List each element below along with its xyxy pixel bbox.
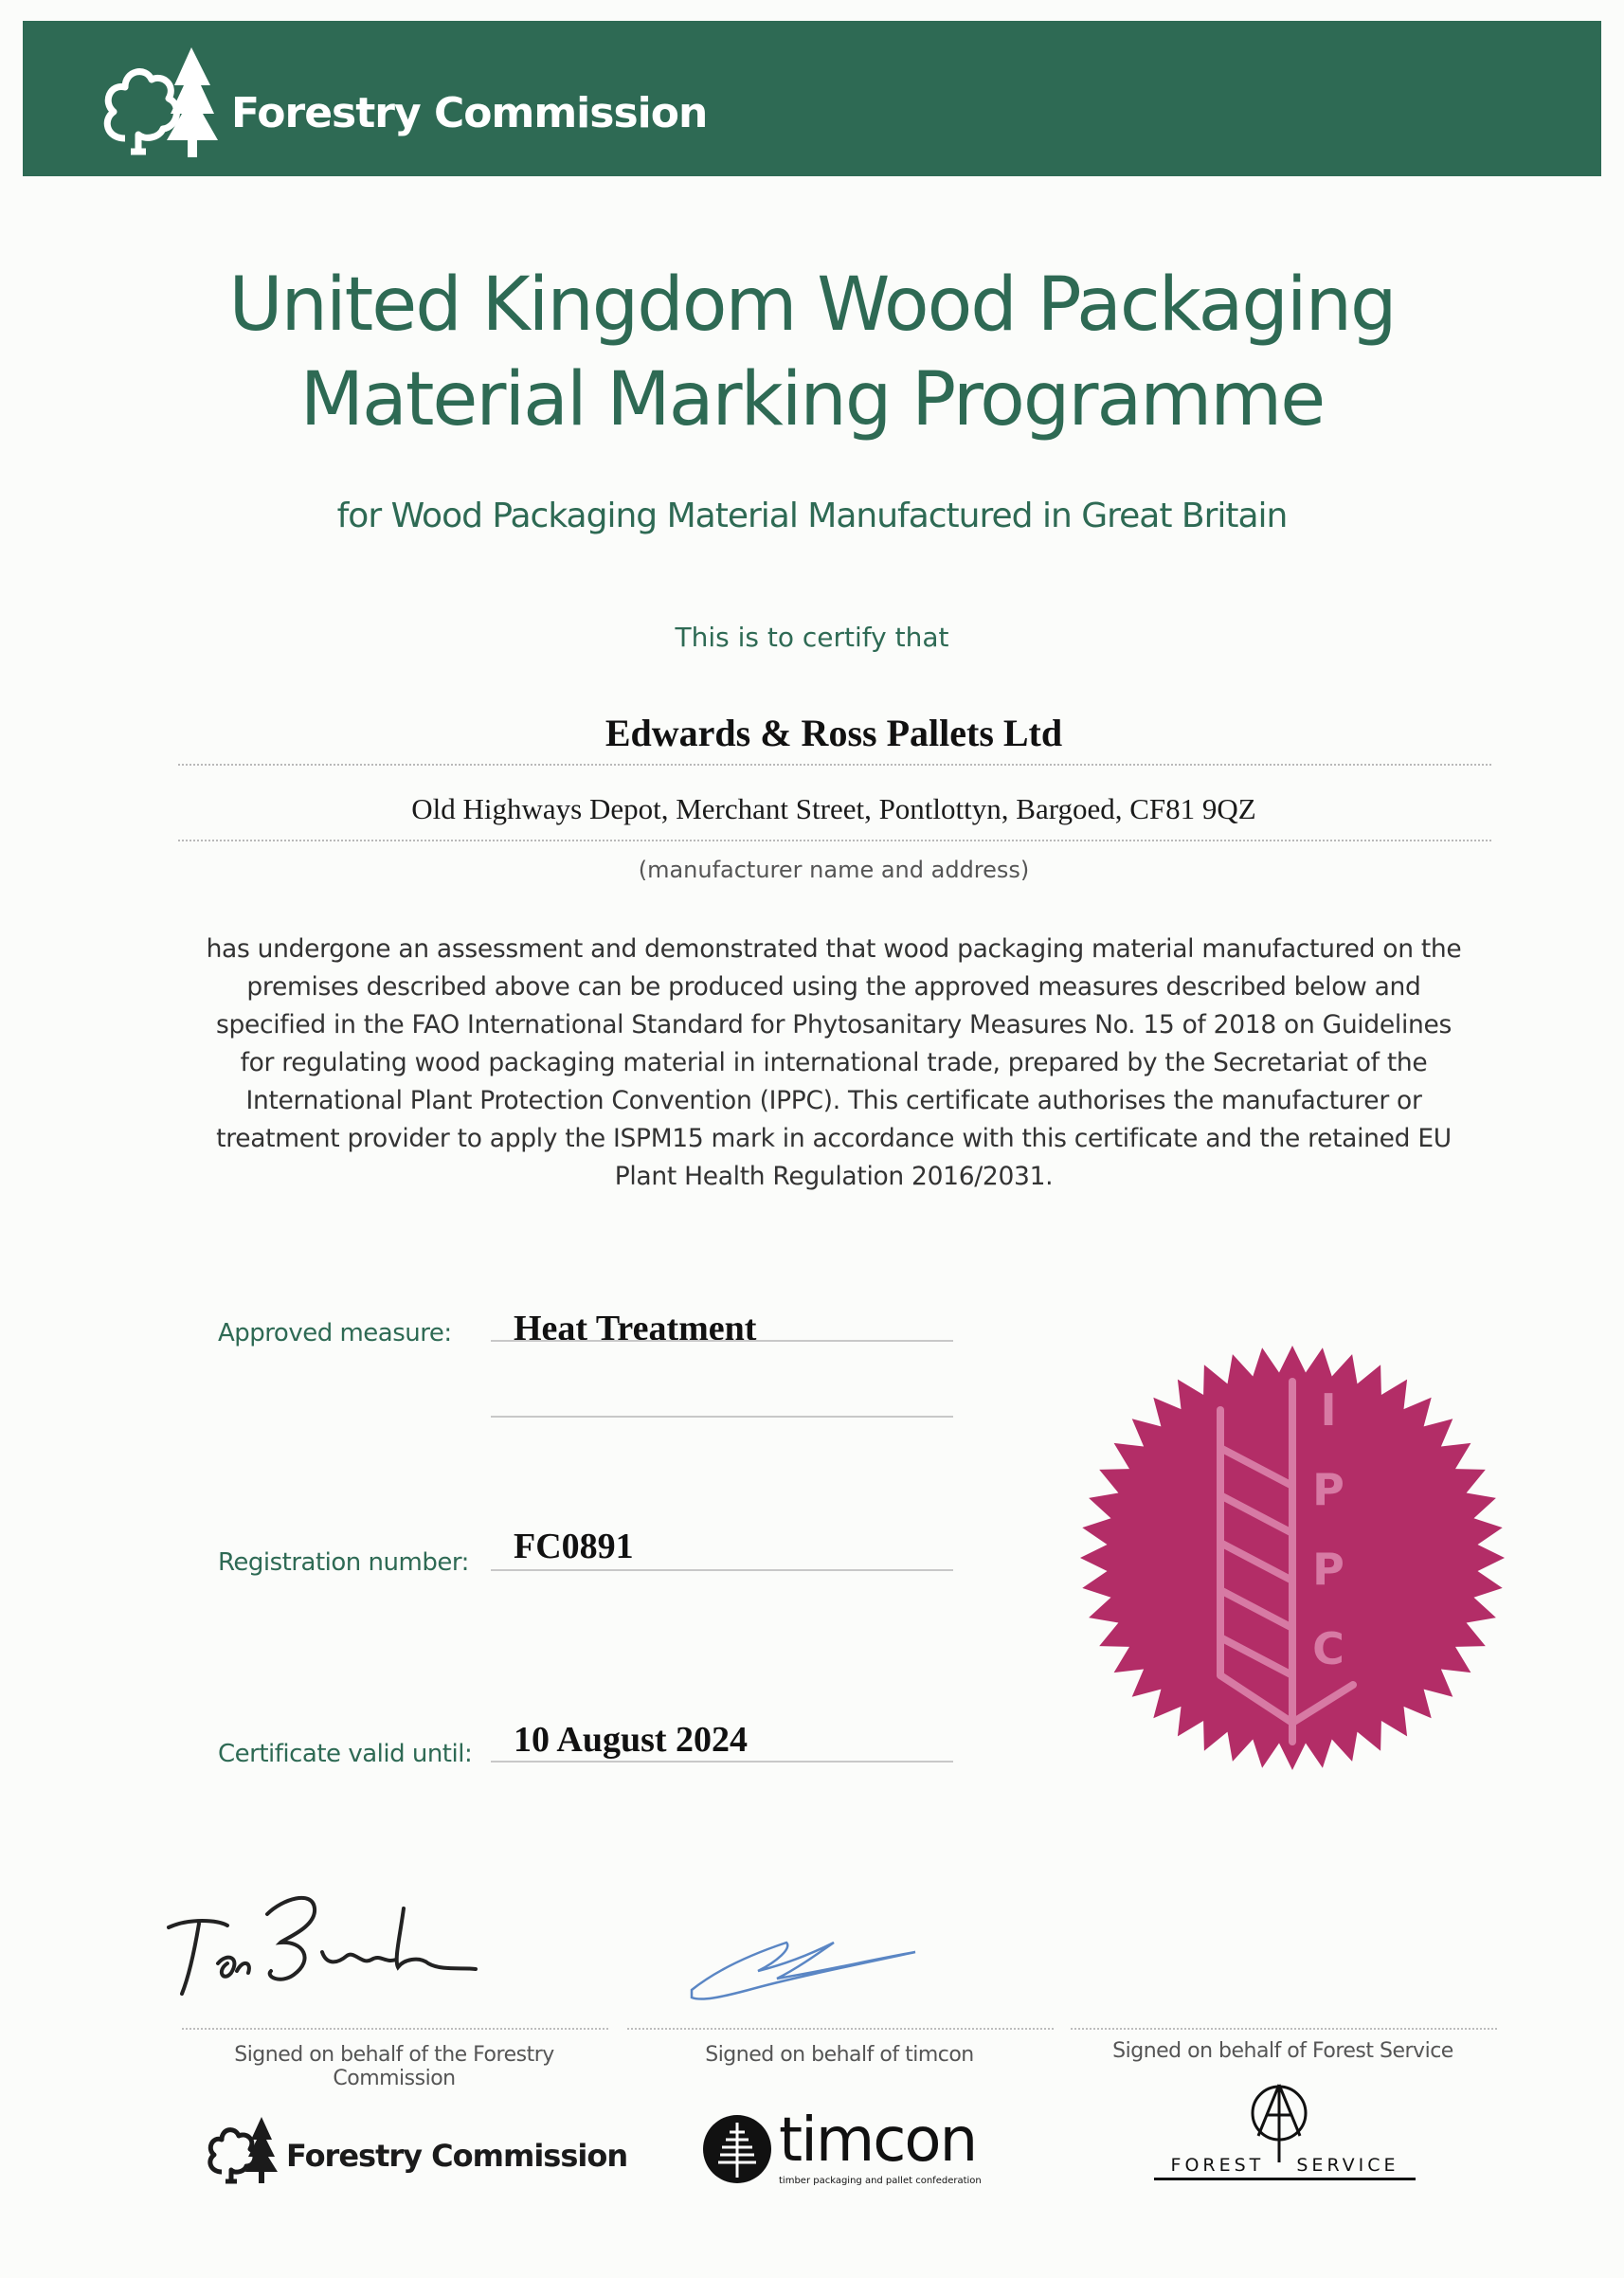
seal-letter: P (1312, 1544, 1344, 1595)
header-banner (23, 21, 1601, 176)
forest-service-word-right: SERVICE (1296, 2155, 1399, 2176)
seal-letter: P (1312, 1464, 1344, 1515)
timcon-signatory-label: Signed on behalf of timcon (705, 2043, 974, 2067)
title-line-1: United Kingdom Wood Packaging (228, 262, 1396, 348)
divider (178, 764, 1491, 766)
approved-measure-label: Approved measure: (218, 1319, 452, 1347)
banner-org-name: Forestry Commission (231, 89, 708, 137)
ippc-seal (1078, 1344, 1507, 1772)
field-underline (491, 1569, 953, 1571)
certificate-title (0, 258, 1624, 447)
seal-letter: C (1312, 1623, 1344, 1674)
title-line-2: Material Marking Programme (299, 357, 1325, 443)
certify-intro: This is to certify that (675, 622, 949, 653)
field-underline (491, 1416, 953, 1418)
company-address: Old Highways Depot, Merchant Street, Pontlottyn, Bargoed, CF81 9QZ (411, 792, 1256, 825)
divider (178, 840, 1491, 841)
approved-measure-value: Heat Treatment (514, 1309, 757, 1348)
forest-service-logo-text (1154, 2155, 1416, 2180)
registration-number-value: FC0891 (514, 1527, 634, 1566)
address-caption: (manufacturer name and address) (638, 857, 1030, 883)
certificate-subtitle: for Wood Packaging Material Manufactured in Great Britain (336, 497, 1288, 535)
timcon-signature (682, 1914, 976, 2018)
signature-line (627, 2028, 1054, 2030)
company-name: Edwards & Ross Pallets Ltd (604, 712, 1063, 754)
timcon-logo-icon (701, 2113, 773, 2185)
valid-until-label: Certificate valid until: (218, 1740, 473, 1768)
certificate-body: has undergone an assessment and demonstrated that wood packaging material manufactured on the premises described above can be produced using the approved measures described below and specified in the FAO International Standard for Phytosanitary Measures No. 15 of 2018 on Guidelines for regulating wood packaging material in international trade, prepared by the Secretariat of the International Plant Protection Convention (IPPC). This certificate authorises the manufacturer or treatment provider to apply the ISPM15 mark in accordance with this certificate and the retained EU Plant Health Regulation 2016/2031. (206, 934, 1462, 1191)
forestry-commission-tree-icon (97, 40, 229, 161)
valid-until-value: 10 August 2024 (514, 1720, 749, 1760)
signature-line (1071, 2028, 1497, 2030)
forestry-commission-logo-icon (205, 2113, 280, 2185)
forestry-commission-signature (161, 1880, 483, 2013)
forestry-commission-signatory-label: Signed on behalf of the Forestry Commission (234, 2043, 554, 2090)
forest-service-signatory-label: Signed on behalf of Forest Service (1112, 2039, 1453, 2063)
registration-number-label: Registration number: (218, 1548, 469, 1577)
timcon-logo-text: timcon (779, 2106, 977, 2176)
forest-service-word-left: FOREST (1170, 2155, 1265, 2176)
field-underline (491, 1340, 953, 1342)
field-underline (491, 1761, 953, 1763)
forest-service-emblem-icon (1220, 2081, 1353, 2162)
signature-line (182, 2028, 608, 2030)
timcon-tagline: timber packaging and pallet confederation (779, 2176, 982, 2186)
seal-letter: I (1320, 1384, 1337, 1436)
forestry-commission-logo-text: Forestry Commission (286, 2138, 628, 2174)
